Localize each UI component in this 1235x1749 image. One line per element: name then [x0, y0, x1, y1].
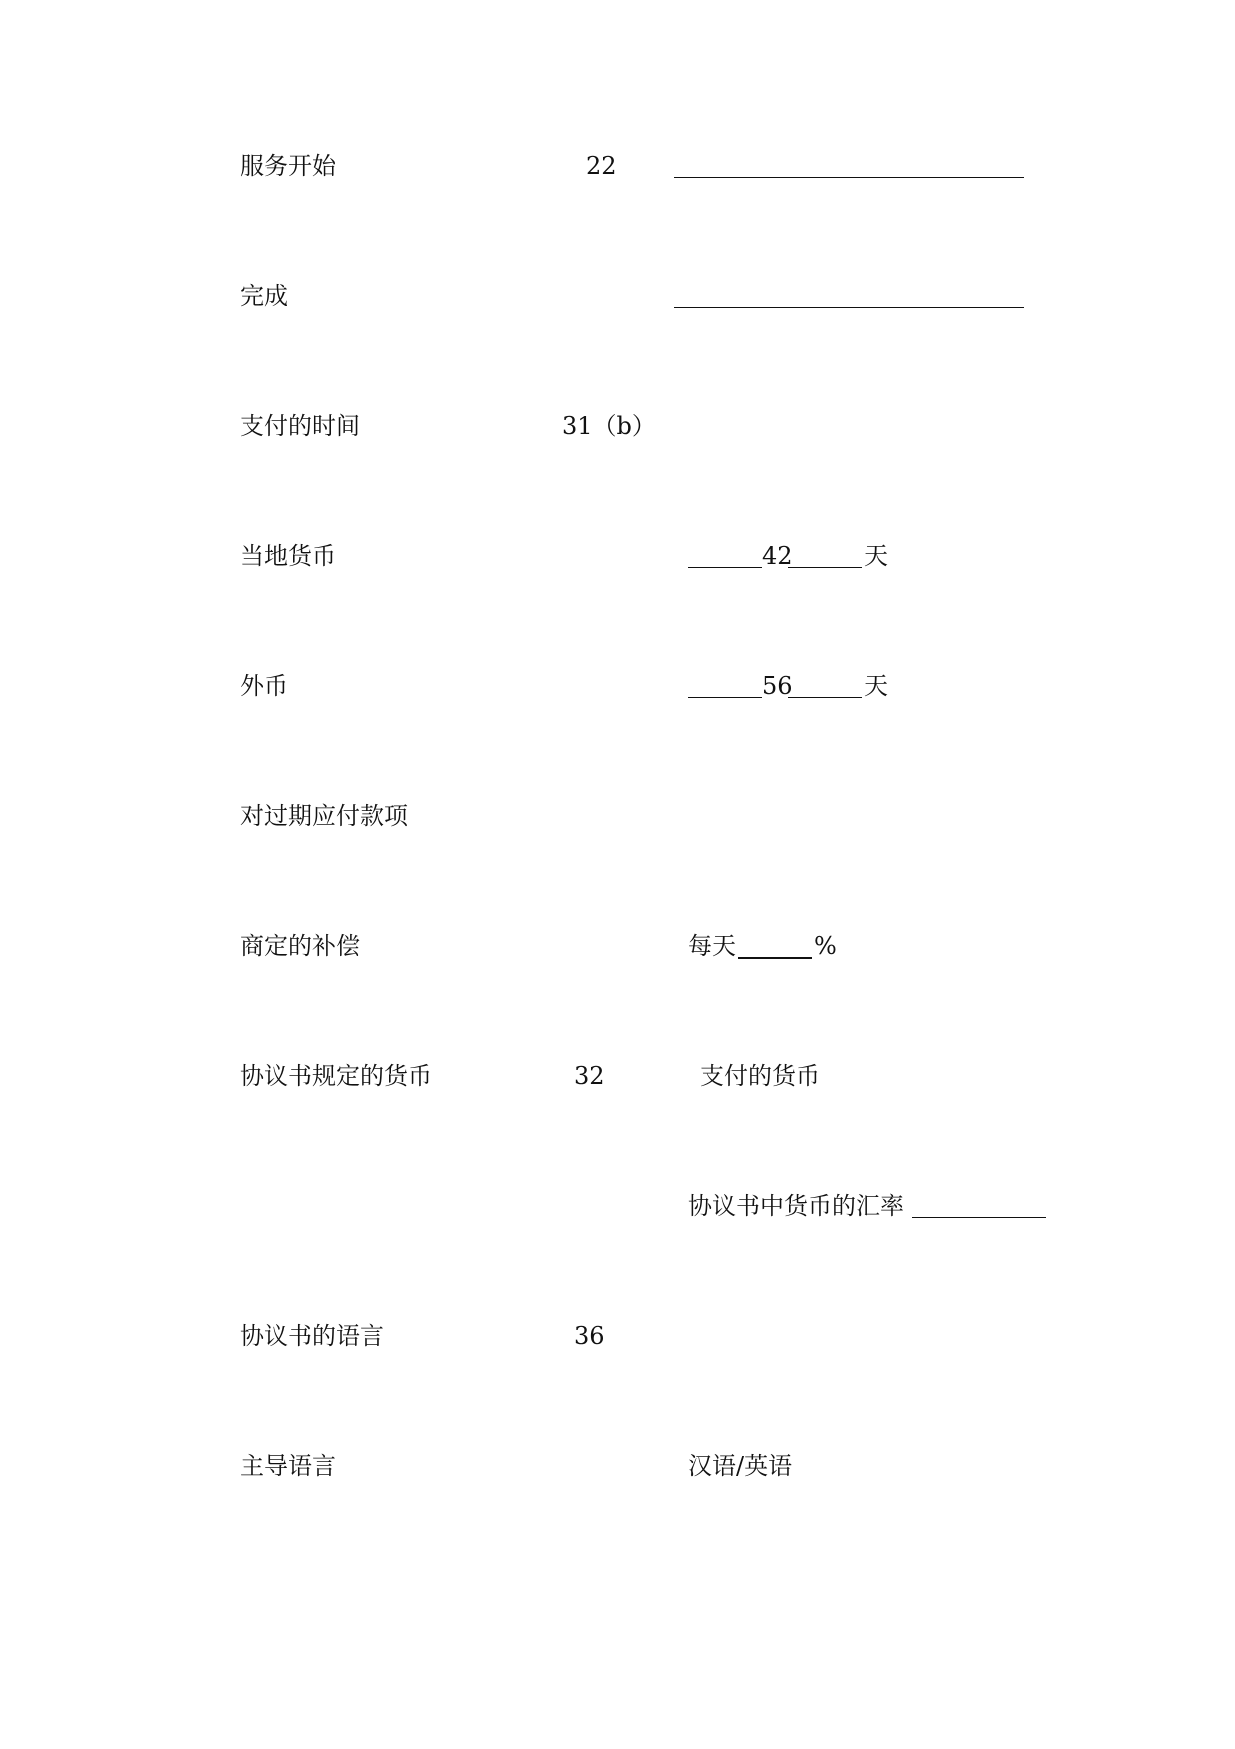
- row-label-governing-language: 主导语言: [240, 1452, 336, 1480]
- compensation-per-day-prefix: 每天: [688, 932, 736, 960]
- blank-line-foreign-currency-after: [788, 697, 862, 698]
- row-label-payment-time: 支付的时间: [240, 412, 360, 440]
- compensation-percent-unit: %: [814, 932, 837, 960]
- row-label-local-currency: 当地货币: [240, 542, 336, 570]
- local-currency-days-unit: 天: [864, 542, 888, 570]
- row-clause-contract-currency: 32: [574, 1062, 605, 1090]
- blank-line-compensation-rate: [738, 957, 812, 959]
- blank-line-service-start: [674, 177, 1024, 178]
- row-label-foreign-currency: 外币: [240, 672, 288, 700]
- exchange-rate-label: 协议书中货币的汇率: [688, 1192, 904, 1220]
- row-clause-payment-time: 31（b）: [562, 412, 656, 440]
- row-clause-service-start: 22: [586, 152, 617, 180]
- row-label-completion: 完成: [240, 282, 288, 310]
- row-label-contract-currency: 协议书规定的货币: [240, 1062, 432, 1090]
- row-label-agreed-compensation: 商定的补偿: [240, 932, 360, 960]
- row-label-overdue-payments: 对过期应付款项: [240, 802, 408, 830]
- blank-line-exchange-rate: [912, 1217, 1046, 1218]
- blank-line-completion: [674, 307, 1024, 308]
- foreign-currency-days-value: 56: [762, 672, 793, 700]
- foreign-currency-days-unit: 天: [864, 672, 888, 700]
- governing-language-value: 汉语/英语: [688, 1452, 793, 1480]
- local-currency-days-value: 42: [762, 542, 793, 570]
- row-label-contract-language: 协议书的语言: [240, 1322, 384, 1350]
- row-label-service-start: 服务开始: [240, 152, 336, 180]
- payment-currency-text: 支付的货币: [700, 1062, 820, 1090]
- blank-line-foreign-currency-before: [688, 697, 762, 698]
- blank-line-local-currency-before: [688, 567, 762, 568]
- blank-line-local-currency-after: [788, 567, 862, 568]
- row-clause-contract-language: 36: [574, 1322, 605, 1350]
